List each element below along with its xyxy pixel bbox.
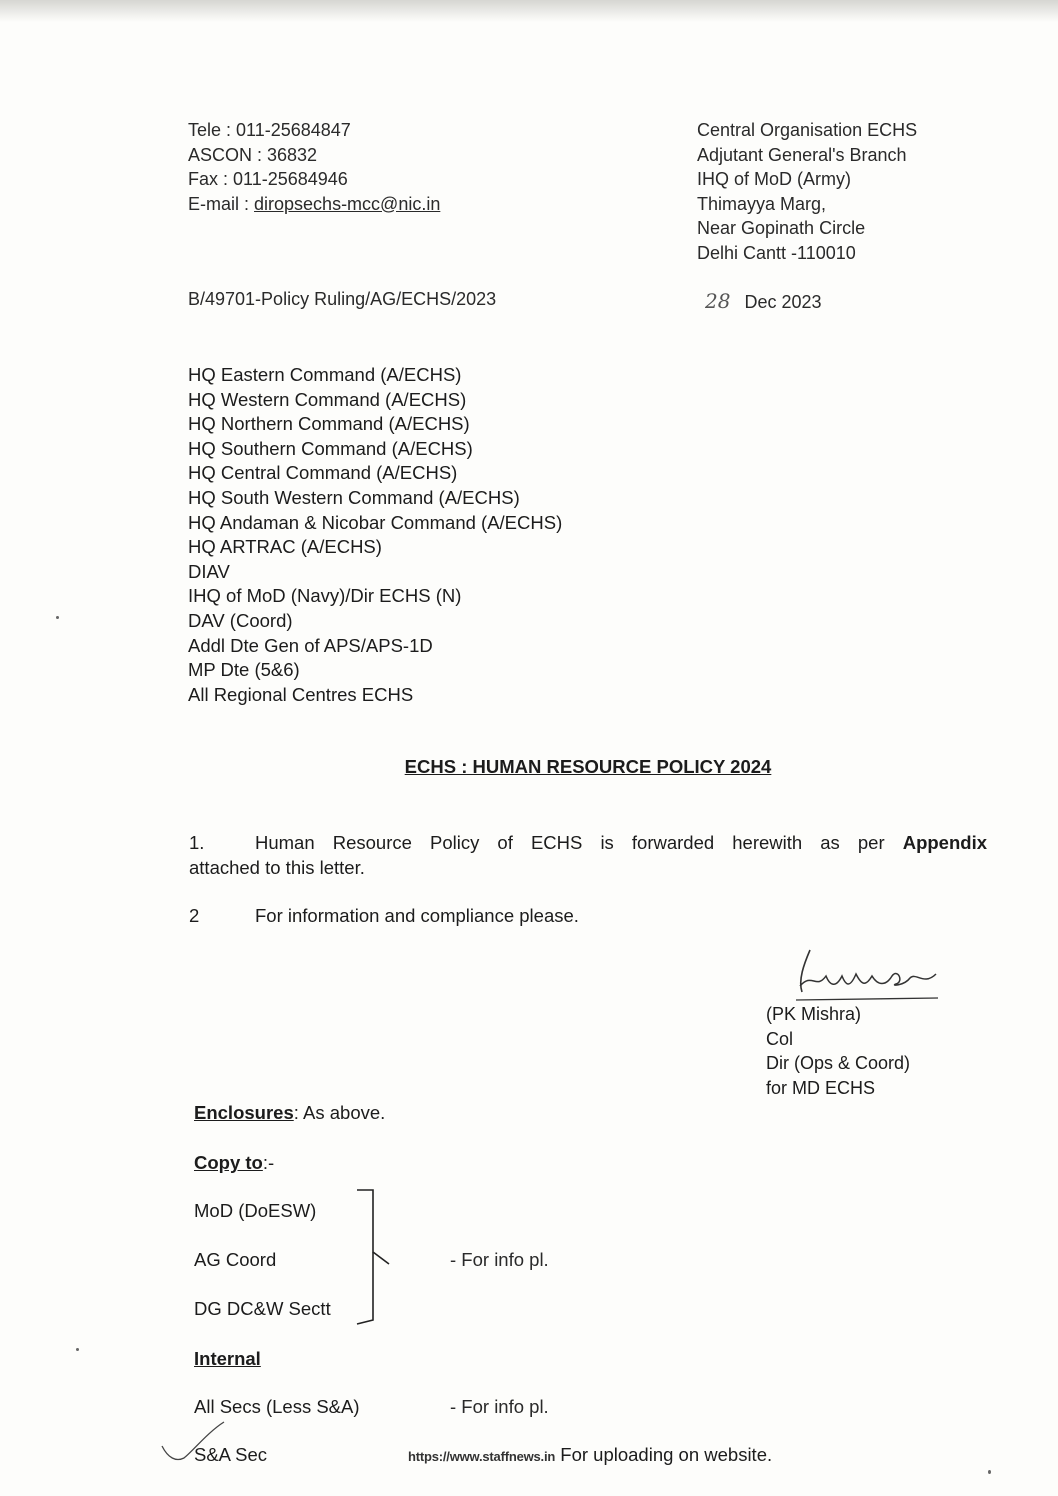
copy-recipient: MoD (DoESW) (194, 1200, 317, 1221)
appendix-emphasis: Appendix (902, 832, 987, 853)
paragraph-1-line-2: attached to this letter. (189, 857, 365, 878)
addressee: MP Dte (5&6) (188, 659, 300, 681)
addressee: HQ Andaman & Nicobar Command (A/ECHS) (188, 511, 563, 533)
addressee: IHQ of MoD (Navy)/Dir ECHS (N) (188, 585, 462, 607)
telephone-line: Tele : 011-25684847 (188, 120, 351, 140)
copy-to-heading (194, 1152, 274, 1174)
email-label: E-mail : (188, 193, 255, 214)
internal-recipient: S&A Sec (194, 1444, 268, 1465)
email-line (188, 192, 440, 217)
scan-speck (988, 1470, 991, 1474)
paragraph-number: 1. (189, 832, 205, 853)
upload-note-line (408, 1444, 772, 1466)
addressee: All Regional Centres ECHS (188, 683, 414, 705)
internal-note: - For info pl. (450, 1396, 549, 1417)
internal-recipient: All Secs (Less S&A) (194, 1396, 360, 1417)
addressee: DAV (Coord) (188, 609, 293, 631)
letter-date (705, 289, 822, 313)
signatory-appointment: Dir (Ops & Coord) (766, 1053, 911, 1073)
fax-line: Fax : 011-25684946 (188, 169, 348, 189)
addressee: HQ South Western Command (A/ECHS) (188, 486, 520, 508)
addressee: HQ ARTRAC (A/ECHS) (188, 536, 382, 558)
signatory-name: (PK Mishra) (766, 1004, 862, 1024)
copy-to-label: Copy to (194, 1152, 263, 1173)
enclosures-text: : As above. (293, 1102, 386, 1123)
sender-line: Near Gopinath Circle (697, 218, 866, 238)
reference-number: B/49701-Policy Ruling/AG/ECHS/2023 (188, 289, 497, 309)
paragraph-text: For information and compliance please. (255, 905, 579, 926)
sender-line: Adjutant General's Branch (697, 144, 907, 165)
paragraph-1 (189, 830, 987, 880)
scan-speck (76, 1348, 79, 1351)
internal-heading (194, 1348, 261, 1370)
paragraph-number: 2 (189, 905, 200, 926)
sender-line: Delhi Cantt -110010 (697, 242, 856, 263)
brace-bracket (355, 1188, 405, 1328)
addressee: Addl Dte Gen of APS/APS-1D (188, 634, 433, 656)
addressee-list (188, 363, 562, 707)
letter-subject-title: ECHS : HUMAN RESOURCE POLICY 2024 (404, 756, 772, 777)
signatory-for: for MD ECHS (766, 1077, 876, 1098)
upload-note: For uploading on website. (560, 1444, 773, 1465)
addressee: HQ Northern Command (A/ECHS) (188, 413, 470, 435)
signatory-rank: Col (766, 1028, 794, 1049)
sender-line: Central Organisation ECHS (697, 120, 918, 140)
signature-block (766, 1002, 910, 1100)
handwritten-signature (786, 946, 946, 1006)
contact-block (188, 118, 440, 216)
addressee: DIAV (188, 560, 230, 582)
scan-edge-shade (0, 0, 1058, 22)
copy-to-note: - For info pl. (450, 1249, 549, 1270)
copy-to-suffix: :- (262, 1152, 275, 1173)
sender-address (697, 118, 917, 265)
copy-recipient: AG Coord (194, 1249, 277, 1270)
addressee: HQ Southern Command (A/ECHS) (188, 437, 473, 459)
addressee: HQ Central Command (A/ECHS) (188, 462, 458, 484)
copy-recipient: DG DC&W Sectt (194, 1298, 331, 1319)
enclosures-line (194, 1102, 385, 1124)
addressee: HQ Western Command (A/ECHS) (188, 388, 467, 410)
handwritten-tick (158, 1418, 228, 1468)
paragraph-text: Human Resource Policy of ECHS is forwarded herewith as per (255, 832, 903, 853)
enclosures-label: Enclosures (194, 1102, 294, 1123)
addressee: HQ Eastern Command (A/ECHS) (188, 364, 462, 385)
watermark-url[interactable]: https://www.staffnews.in (408, 1449, 556, 1464)
ascon-line: ASCON : 36832 (188, 144, 318, 165)
date-month-year: Dec 2023 (744, 292, 822, 312)
paragraph-1-line-1 (189, 830, 987, 855)
paragraph-2 (189, 903, 987, 928)
handwritten-day: 28 (705, 289, 731, 313)
scan-speck (56, 616, 59, 619)
internal-label: Internal (194, 1348, 261, 1369)
sender-line: Thimayya Marg, (697, 193, 827, 214)
email-link[interactable]: diropsechs-mcc@nic.in (254, 193, 441, 214)
sender-line: IHQ of MoD (Army) (697, 169, 852, 189)
